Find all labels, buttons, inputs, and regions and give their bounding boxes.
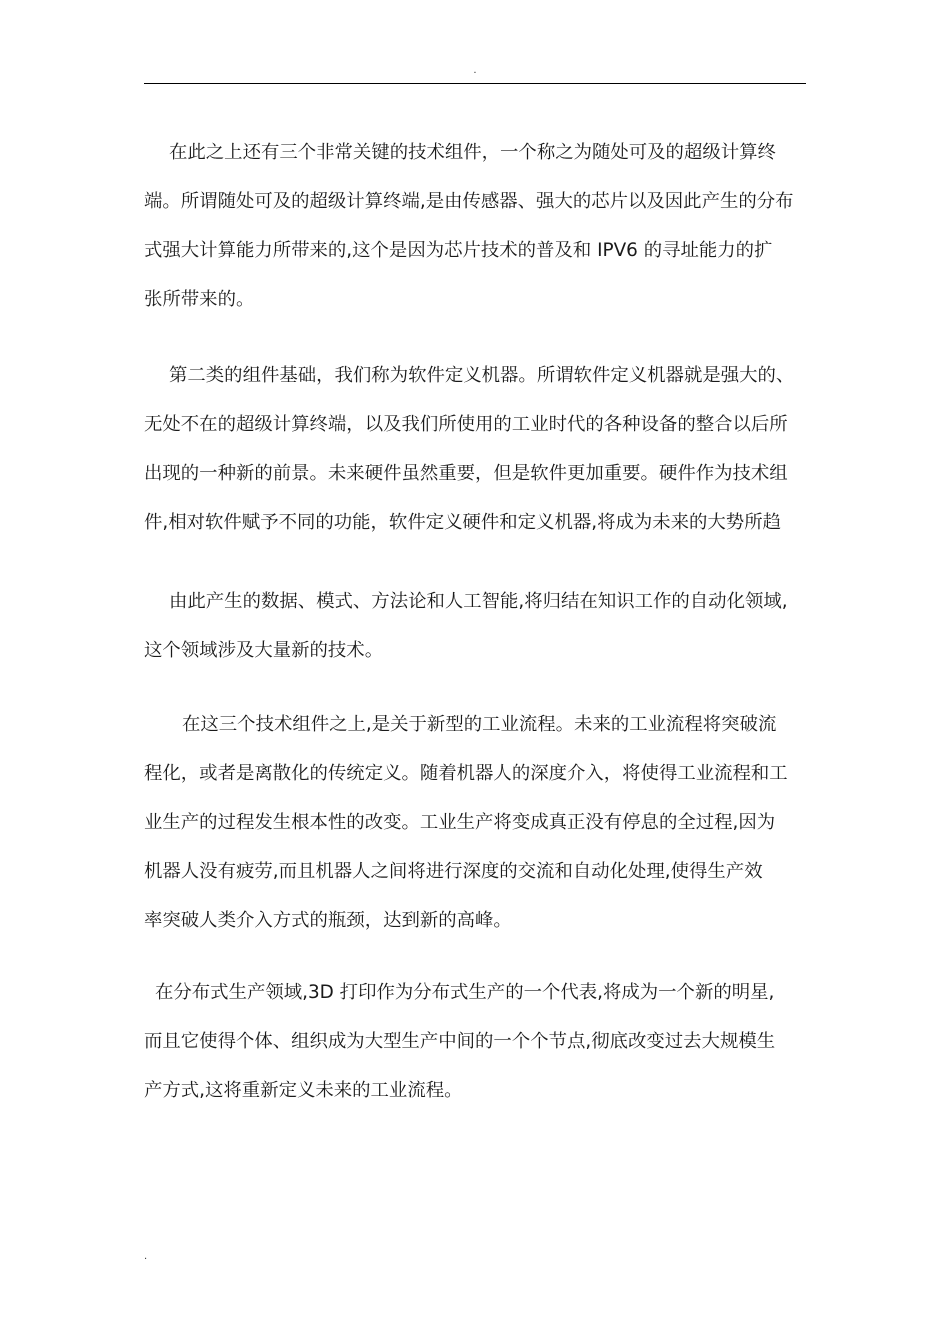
document-body (144, 128, 808, 1115)
paragraph-line: 业生产的过程发生根本性的改变。工业生产将变成真正没有停息的全过程,因为 (144, 812, 776, 833)
paragraph-5 (144, 968, 808, 1115)
paragraph-line: 件,相对软件赋予不同的功能，软件定义硬件和定义机器,将成为未来的大势所趋 (144, 512, 781, 533)
footer-mark: . (144, 1251, 148, 1262)
paragraph-line: 在分布式生产领域,3D 打印作为分布式生产的一个代表,将成为一个新的明星, (155, 982, 775, 1003)
paragraph-line: 在这三个技术组件之上,是关于新型的工业流程。未来的工业流程将突破流 (182, 714, 777, 735)
paragraph-line: 在此之上还有三个非常关键的技术组件，一个称之为随处可及的超级计算终 (169, 142, 776, 163)
paragraph-line: 机器人没有疲劳,而且机器人之间将进行深度的交流和自动化处理,使得生产效 (144, 861, 763, 882)
header-rule (144, 83, 806, 84)
header-mark: . (473, 65, 477, 76)
paragraph-line: 率突破人类介入方式的瓶颈，达到新的高峰。 (144, 910, 512, 931)
paragraph-3 (144, 577, 808, 675)
paragraph-1 (144, 128, 808, 324)
paragraph-line: 张所带来的。 (144, 289, 255, 310)
paragraph-line: 端。所谓随处可及的超级计算终端,是由传感器、强大的芯片以及因此产生的分布 (144, 191, 794, 212)
paragraph-line: 第二类的组件基础，我们称为软件定义机器。所谓软件定义机器就是强大的、 (169, 365, 795, 386)
paragraph-line: 无处不在的超级计算终端，以及我们所使用的工业时代的各种设备的整合以后所 (144, 414, 788, 435)
paragraph-line: 程化，或者是离散化的传统定义。随着机器人的深度介入，将使得工业流程和工 (144, 763, 788, 784)
paragraph-line: 出现的一种新的前景。未来硬件虽然重要，但是软件更加重要。硬件作为技术组 (144, 463, 788, 484)
paragraph-4 (144, 700, 808, 945)
paragraph-2 (144, 351, 808, 547)
paragraph-line: 由此产生的数据、模式、方法论和人工智能,将归结在知识工作的自动化领域, (169, 591, 788, 612)
paragraph-line: 这个领域涉及大量新的技术。 (144, 640, 384, 661)
paragraph-line: 产方式,这将重新定义未来的工业流程。 (144, 1080, 463, 1101)
paragraph-line: 式强大计算能力所带来的,这个是因为芯片技术的普及和 IPV6 的寻址能力的扩 (144, 240, 773, 261)
paragraph-line: 而且它使得个体、组织成为大型生产中间的一个个节点,彻底改变过去大规模生 (144, 1031, 776, 1052)
